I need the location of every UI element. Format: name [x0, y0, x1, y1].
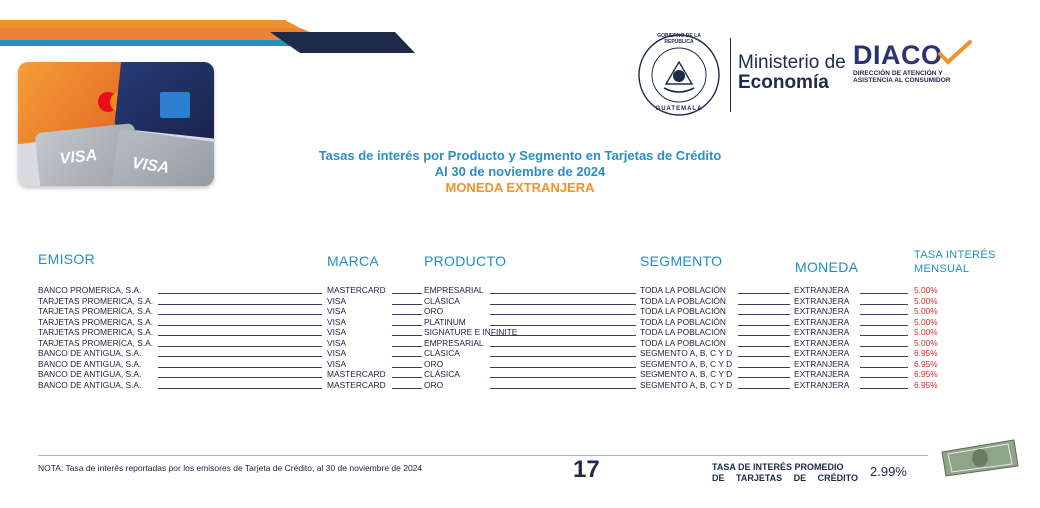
- table-row: [38, 348, 998, 358]
- table-row: [38, 317, 998, 327]
- leader-line: [738, 377, 790, 378]
- leader-line: [158, 293, 322, 294]
- table-row: [38, 285, 998, 295]
- header-marca: MARCA: [327, 253, 380, 269]
- page-number: 17: [573, 456, 600, 483]
- cell-segmento: SEGMENTO A, B, C Y D: [640, 358, 733, 369]
- cell-producto: PLATINUM: [424, 316, 466, 327]
- leader-line: [860, 325, 908, 326]
- leader-line: [392, 304, 422, 305]
- cell-segmento: TODA LA POBLACIÓN: [640, 285, 726, 295]
- leader-line: [860, 346, 908, 347]
- currency-subtitle: MONEDA EXTRANJERA: [445, 180, 595, 195]
- table-row: [38, 296, 998, 306]
- average-rate-label-word: CRÉDITO: [817, 473, 858, 483]
- cell-tasa: 6.95%: [914, 358, 938, 369]
- leader-line: [158, 377, 322, 378]
- cell-marca: MASTERCARD: [327, 369, 386, 379]
- cell-marca: MASTERCARD: [327, 285, 386, 295]
- cell-emisor: TARJETAS PROMERICA, S.A.: [38, 295, 154, 306]
- cell-producto: SIGNATURE E INFINITE: [424, 327, 518, 337]
- header-producto: PRODUCTO: [424, 253, 507, 269]
- leader-line: [392, 325, 422, 326]
- cell-emisor: TARJETAS PROMERICA, S.A.: [38, 316, 154, 327]
- table-row: [38, 338, 998, 348]
- leader-line: [490, 293, 636, 294]
- table-row: [38, 380, 998, 390]
- leader-line: [392, 367, 422, 368]
- cell-segmento: TODA LA POBLACIÓN: [640, 295, 726, 306]
- leader-line: [490, 388, 636, 389]
- cell-segmento: TODA LA POBLACIÓN: [640, 306, 726, 316]
- cell-emisor: BANCO DE ANTIGUA, S.A.: [38, 348, 142, 358]
- leader-line: [490, 314, 636, 315]
- cell-emisor: TARJETAS PROMERICA, S.A.: [38, 337, 154, 348]
- svg-text:VISA: VISA: [58, 147, 98, 168]
- leader-line: [738, 325, 790, 326]
- leader-line: [158, 367, 322, 368]
- footer-divider: [38, 455, 928, 456]
- credit-cards-photo: [18, 62, 214, 186]
- leader-line: [860, 367, 908, 368]
- cell-marca: VISA: [327, 295, 347, 306]
- cell-moneda: EXTRANJERA: [794, 295, 850, 306]
- leader-line: [158, 388, 322, 389]
- cell-moneda: EXTRANJERA: [794, 348, 850, 358]
- header-tasa-line1: TASA INTERÉS: [914, 249, 996, 261]
- leader-line: [158, 356, 322, 357]
- cell-segmento: SEGMENTO A, B, C Y D: [640, 369, 733, 379]
- cell-moneda: EXTRANJERA: [794, 337, 850, 348]
- cell-segmento: SEGMENTO A, B, C Y D: [640, 379, 733, 390]
- average-rate-value: 2.99%: [870, 464, 907, 479]
- cell-tasa: 6.95%: [914, 348, 938, 358]
- cell-moneda: EXTRANJERA: [794, 327, 850, 337]
- leader-line: [738, 293, 790, 294]
- leader-line: [860, 293, 908, 294]
- leader-line: [860, 304, 908, 305]
- footer-note: NOTA: Tasa de interés reportadas por los emisores de Tarjeta de Crédito, al 30 de noviembre de 2024: [38, 463, 423, 473]
- header-emisor: EMISOR: [38, 251, 96, 267]
- cell-emisor: BANCO DE ANTIGUA, S.A.: [38, 358, 142, 369]
- cell-tasa: 5.00%: [914, 285, 938, 295]
- leader-line: [860, 356, 908, 357]
- cell-producto: EMPRESARIAL: [424, 285, 484, 295]
- cell-moneda: EXTRANJERA: [794, 306, 850, 316]
- cell-segmento: TODA LA POBLACIÓN: [640, 316, 726, 327]
- cell-producto: ORO: [424, 306, 444, 316]
- amex-logo-image: [160, 92, 190, 118]
- header-stripes: [0, 18, 420, 58]
- leader-line: [860, 314, 908, 315]
- diaco-check-icon: [934, 38, 974, 68]
- leader-line: [738, 304, 790, 305]
- cell-tasa: 5.00%: [914, 316, 938, 327]
- cell-moneda: EXTRANJERA: [794, 285, 850, 295]
- cell-emisor: BANCO DE ANTIGUA, S.A.: [38, 369, 142, 379]
- cell-tasa: 5.00%: [914, 327, 938, 337]
- leader-line: [738, 388, 790, 389]
- leader-line: [490, 346, 636, 347]
- cell-tasa: 5.00%: [914, 337, 938, 348]
- table-row: [38, 306, 998, 316]
- leader-line: [860, 388, 908, 389]
- cell-producto: CLÁSICA: [424, 348, 460, 358]
- diaco-subtitle-2: ASISTENCIA AL CONSUMIDOR: [853, 77, 951, 84]
- average-rate-label-word: TARJETAS: [736, 473, 783, 483]
- leader-line: [738, 356, 790, 357]
- cell-producto: ORO: [424, 358, 444, 369]
- cell-marca: VISA: [327, 316, 347, 327]
- cell-marca: VISA: [327, 327, 347, 337]
- cell-tasa: 5.00%: [914, 295, 938, 306]
- cell-emisor: BANCO DE ANTIGUA, S.A.: [38, 379, 142, 390]
- leader-line: [738, 335, 790, 336]
- leader-line: [860, 335, 908, 336]
- cell-emisor: TARJETAS PROMERICA, S.A.: [38, 327, 154, 337]
- logo-divider: [730, 38, 731, 112]
- cell-marca: VISA: [327, 337, 347, 348]
- leader-line: [738, 346, 790, 347]
- svg-text:VISA: VISA: [130, 154, 171, 177]
- table-row: [38, 369, 998, 379]
- leader-line: [392, 293, 422, 294]
- cell-segmento: SEGMENTO A, B, C Y D: [640, 348, 733, 358]
- cell-segmento: TODA LA POBLACIÓN: [640, 337, 726, 348]
- cell-marca: VISA: [327, 306, 347, 316]
- cell-tasa: 6.95%: [914, 369, 938, 379]
- seal-text-bottom: GUATEMALA: [655, 106, 703, 112]
- leader-line: [860, 377, 908, 378]
- cell-tasa: 5.00%: [914, 306, 938, 316]
- cell-producto: CLÁSICA: [424, 369, 460, 379]
- header-segmento: SEGMENTO: [640, 253, 723, 269]
- cell-marca: VISA: [327, 358, 347, 369]
- cell-producto: ORO: [424, 379, 444, 390]
- leader-line: [490, 325, 636, 326]
- header-tasa-line2: MENSUAL: [914, 263, 970, 275]
- cell-marca: VISA: [327, 348, 347, 358]
- table-row: [38, 327, 998, 337]
- leader-line: [392, 346, 422, 347]
- cell-moneda: EXTRANJERA: [794, 358, 850, 369]
- leader-line: [738, 367, 790, 368]
- leader-line: [392, 314, 422, 315]
- leader-line: [158, 325, 322, 326]
- ministry-line2: Economía: [738, 72, 829, 93]
- leader-line: [158, 335, 322, 336]
- average-rate-label: [712, 462, 858, 484]
- title-block: [250, 148, 790, 196]
- visa-logo-image: [58, 140, 208, 180]
- diaco-subtitle-1: DIRECCIÓN DE ATENCIÓN Y: [853, 70, 943, 77]
- leader-line: [490, 304, 636, 305]
- average-rate-label-line2: [712, 473, 858, 484]
- leader-line: [158, 346, 322, 347]
- leader-line: [158, 314, 322, 315]
- leader-line: [392, 356, 422, 357]
- average-rate-label-word: DE: [712, 473, 725, 483]
- leader-line: [490, 367, 636, 368]
- average-rate-label-word: DE: [793, 473, 807, 483]
- leader-line: [392, 377, 422, 378]
- diaco-logo-text: DIACO: [853, 40, 943, 70]
- leader-line: [738, 314, 790, 315]
- cell-producto: EMPRESARIAL: [424, 337, 484, 348]
- page-title: Tasas de interés por Producto y Segmento en Tarjetas de Crédito: [318, 148, 722, 163]
- cell-emisor: BANCO PROMERICA, S.A.: [38, 285, 142, 295]
- leader-line: [392, 335, 422, 336]
- ministry-line1: Ministerio de: [738, 52, 846, 73]
- leader-line: [392, 388, 422, 389]
- cell-tasa: 6.95%: [914, 379, 938, 390]
- leader-line: [158, 304, 322, 305]
- page-date: Al 30 de noviembre de 2024: [434, 164, 606, 179]
- dollar-bill-icon: [938, 438, 1022, 478]
- leader-line: [490, 356, 636, 357]
- cell-marca: MASTERCARD: [327, 379, 386, 390]
- seal-text-top: GOBIERNO DE LA REPÚBLICA: [657, 33, 701, 45]
- cell-moneda: EXTRANJERA: [794, 316, 850, 327]
- cell-moneda: EXTRANJERA: [794, 369, 850, 379]
- header-moneda: MONEDA: [795, 259, 859, 275]
- leader-line: [490, 377, 636, 378]
- cell-moneda: EXTRANJERA: [794, 379, 850, 390]
- leader-line: [490, 335, 636, 336]
- table-row: [38, 359, 998, 369]
- cell-segmento: TODA LA POBLACIÓN: [640, 327, 726, 337]
- cell-emisor: TARJETAS PROMERICA, S.A.: [38, 306, 154, 316]
- average-rate-label-line1: TASA DE INTERÉS PROMEDIO: [712, 462, 844, 472]
- cell-producto: CLÁSICA: [424, 295, 460, 306]
